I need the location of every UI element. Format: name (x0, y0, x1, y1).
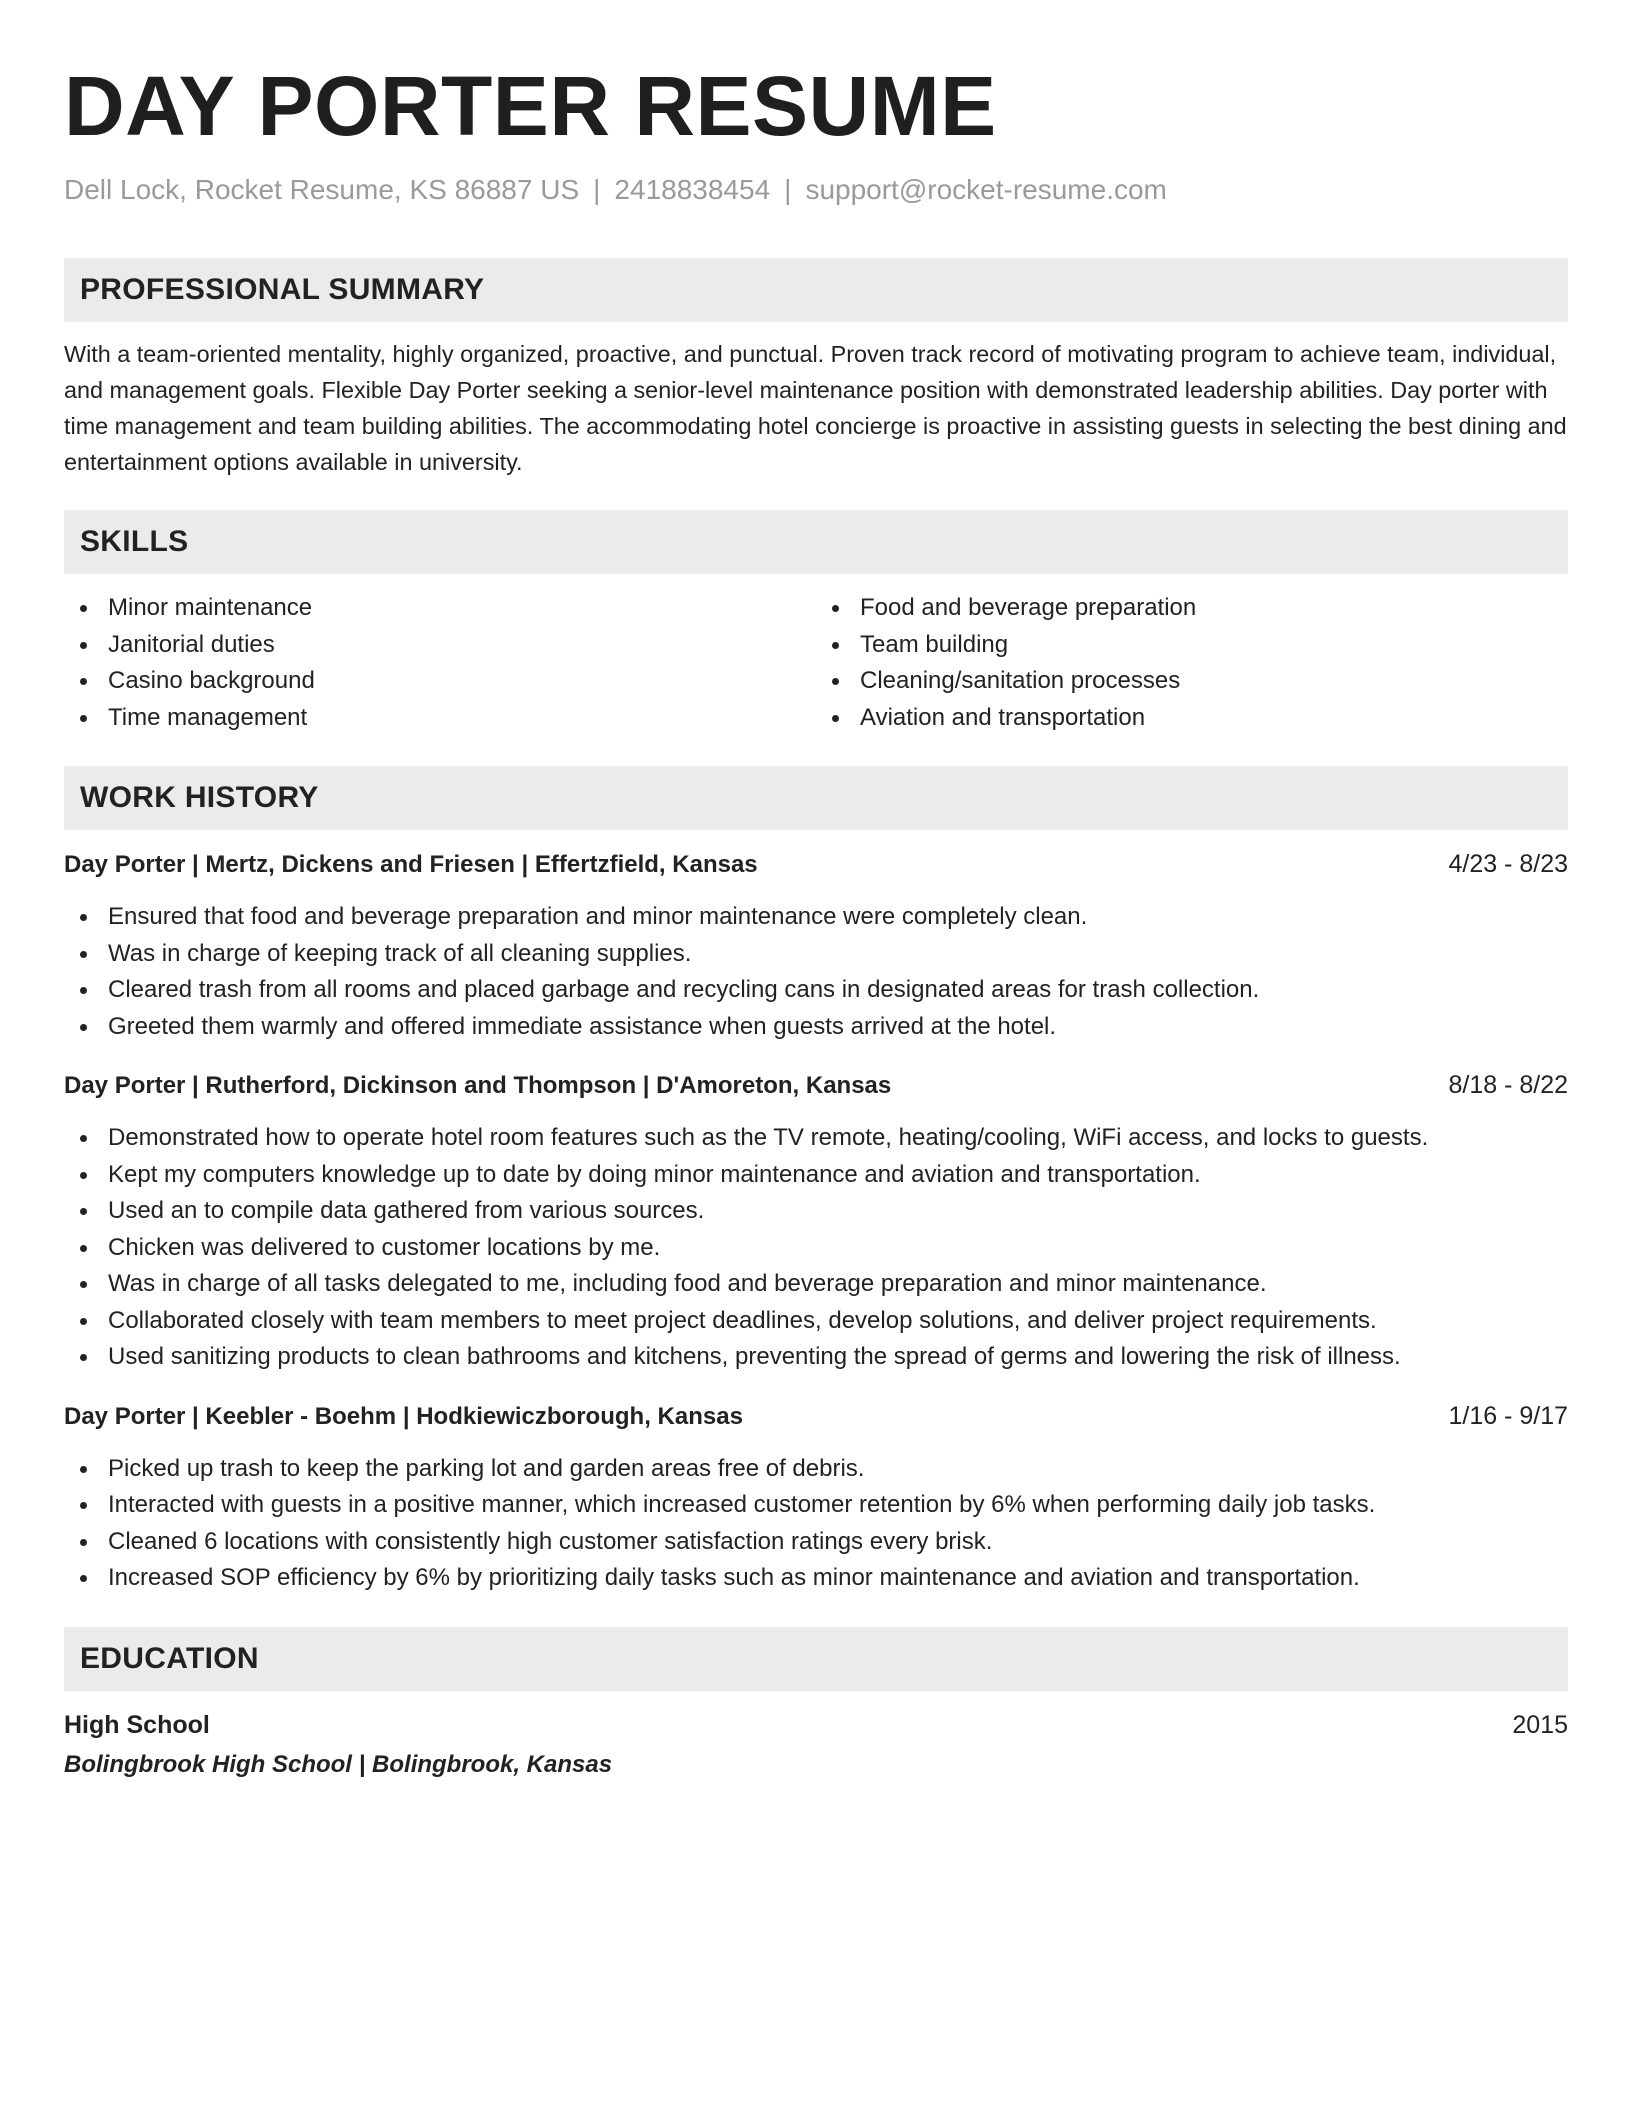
job-entry (64, 1067, 1568, 1376)
job-bullet: Greeted them warmly and offered immediate assistance when guests arrived at the hotel. (64, 1009, 1568, 1046)
skill-item: Food and beverage preparation (816, 590, 1568, 627)
job-dates: 8/18 - 8/22 (1448, 1071, 1568, 1099)
contact-separator: | (593, 174, 601, 205)
job-bullets (64, 1120, 1568, 1376)
job-title: Day Porter | Mertz, Dickens and Friesen | Effertzfield, Kansas (64, 851, 758, 878)
contact-line (64, 172, 1568, 208)
education-heading: EDUCATION (64, 1627, 1568, 1691)
job-dates: 4/23 - 8/23 (1448, 850, 1568, 878)
skill-item: Team building (816, 627, 1568, 664)
job-bullet: Used an to compile data gathered from various sources. (64, 1193, 1568, 1230)
job-bullet: Ensured that food and beverage preparation and minor maintenance were completely clean. (64, 899, 1568, 936)
job-header (64, 1067, 1568, 1104)
work-history-heading: WORK HISTORY (64, 766, 1568, 830)
job-title: Day Porter | Keebler - Boehm | Hodkiewiczborough, Kansas (64, 1402, 743, 1430)
skills-column-right (816, 590, 1568, 736)
skill-item: Time management (64, 700, 816, 737)
job-bullet: Increased SOP efficiency by 6% by prioritizing daily tasks such as minor maintenance and aviation and transportation. (64, 1560, 1568, 1597)
job-bullets (64, 899, 1568, 1045)
skill-item: Cleaning/sanitation processes (816, 663, 1568, 700)
job-title: Day Porter | Rutherford, Dickinson and Thompson | D'Amoreton, Kansas (64, 1072, 892, 1099)
job-bullet: Picked up trash to keep the parking lot and garden areas free of debris. (64, 1451, 1568, 1488)
contact-separator: | (784, 174, 792, 205)
resume-title: DAY PORTER RESUME (64, 59, 997, 153)
skills-heading: SKILLS (64, 510, 1568, 574)
job-bullet: Was in charge of keeping track of all cleaning supplies. (64, 936, 1568, 973)
education-school: Bolingbrook High School | Bolingbrook, Kansas (64, 1750, 613, 1778)
job-bullet: Chicken was delivered to customer locations by me. (64, 1230, 1568, 1267)
skills-column-left (64, 590, 816, 736)
skill-item: Casino background (64, 663, 816, 700)
education-entry (64, 1707, 1568, 1783)
contact-address: Dell Lock, Rocket Resume, KS 86887 US (64, 174, 580, 205)
skills-list (64, 590, 1568, 736)
skill-item: Janitorial duties (64, 627, 816, 664)
contact-phone: 2418838454 (614, 174, 771, 205)
education-degree: High School (64, 1710, 210, 1739)
job-bullet: Cleaned 6 locations with consistently high customer satisfaction ratings every brisk. (64, 1524, 1568, 1561)
job-entry (64, 846, 1568, 1045)
job-bullet: Demonstrated how to operate hotel room features such as the TV remote, heating/cooling, WiFi access, and locks to guests. (64, 1120, 1568, 1157)
job-bullet: Kept my computers knowledge up to date by doing minor maintenance and aviation and transportation. (64, 1157, 1568, 1194)
job-bullets (64, 1451, 1568, 1597)
education-year: 2015 (1512, 1710, 1568, 1739)
job-bullet: Used sanitizing products to clean bathrooms and kitchens, preventing the spread of germs and lowering the risk of illness. (64, 1339, 1568, 1376)
job-bullet: Cleared trash from all rooms and placed garbage and recycling cans in designated areas for trash collection. (64, 972, 1568, 1009)
summary-heading: PROFESSIONAL SUMMARY (64, 258, 1568, 322)
job-bullet: Was in charge of all tasks delegated to me, including food and beverage preparation and minor maintenance. (64, 1266, 1568, 1303)
skill-item: Aviation and transportation (816, 700, 1568, 737)
education-header (64, 1707, 1568, 1743)
job-header (64, 846, 1568, 883)
job-bullet: Interacted with guests in a positive manner, which increased customer retention by 6% when performing daily job tasks. (64, 1487, 1568, 1524)
job-header (64, 1398, 1568, 1435)
job-bullet: Collaborated closely with team members to meet project deadlines, develop solutions, and deliver project requirements. (64, 1303, 1568, 1340)
job-entry (64, 1398, 1568, 1597)
job-dates: 1/16 - 9/17 (1448, 1401, 1568, 1430)
summary-text: With a team-oriented mentality, highly organized, proactive, and punctual. Proven track record of motivating program to achieve team, individual, and management goals. Flexible Day Porter seeking a senior-level maintenance position with demonstrated leadership abilities. Day porter with time management and team building abilities. The accommodating hotel concierge is proactive in assisting guests in selecting the best dining and entertainment options available in university. (64, 341, 1567, 475)
skill-item: Minor maintenance (64, 590, 816, 627)
contact-email: support@rocket-resume.com (805, 174, 1167, 205)
